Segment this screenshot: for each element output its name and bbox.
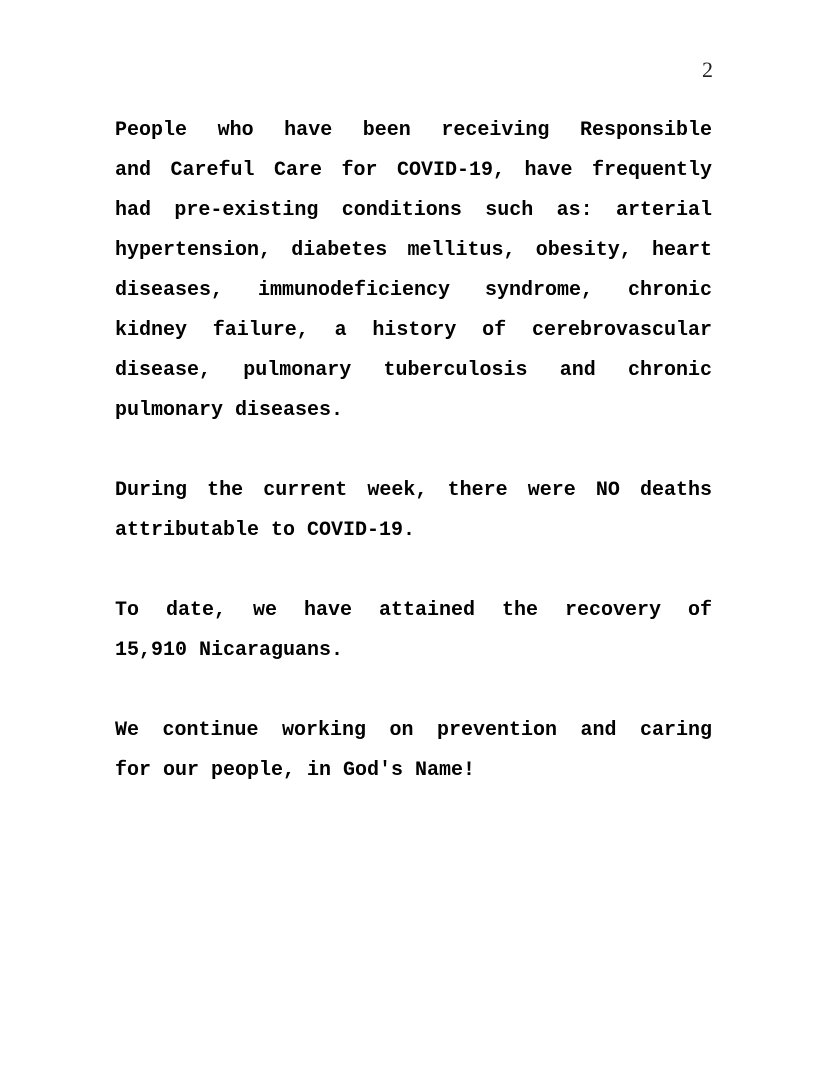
text-line: To date, we have attained the recovery of — [115, 599, 712, 622]
text-line: 15,910 Nicaraguans. — [115, 639, 344, 662]
text-line: During the current week, there were NO deaths — [115, 479, 712, 502]
text-line: disease, pulmonary tuberculosis and chronic — [115, 359, 712, 382]
text-line: hypertension, diabetes mellitus, obesity, heart — [115, 239, 712, 262]
page-number: 2 — [702, 57, 713, 82]
paragraph — [115, 111, 712, 431]
paragraph — [115, 711, 712, 791]
text-line: diseases, immunodeficiency syndrome, chronic — [115, 279, 712, 302]
text-line: We continue working on prevention and caring — [115, 719, 712, 742]
text-line: People who have been receiving Responsible — [115, 119, 712, 142]
page-content — [115, 111, 712, 831]
text-line: and Careful Care for COVID-19, have frequently — [115, 159, 712, 182]
paragraph — [115, 591, 712, 671]
text-line: kidney failure, a history of cerebrovascular — [115, 319, 712, 342]
text-line: for our people, in God's Name! — [115, 759, 476, 782]
text-line: had pre-existing conditions such as: arterial — [115, 199, 712, 222]
text-line: attributable to COVID-19. — [115, 519, 416, 542]
text-line: pulmonary diseases. — [115, 399, 344, 422]
paragraph — [115, 471, 712, 551]
